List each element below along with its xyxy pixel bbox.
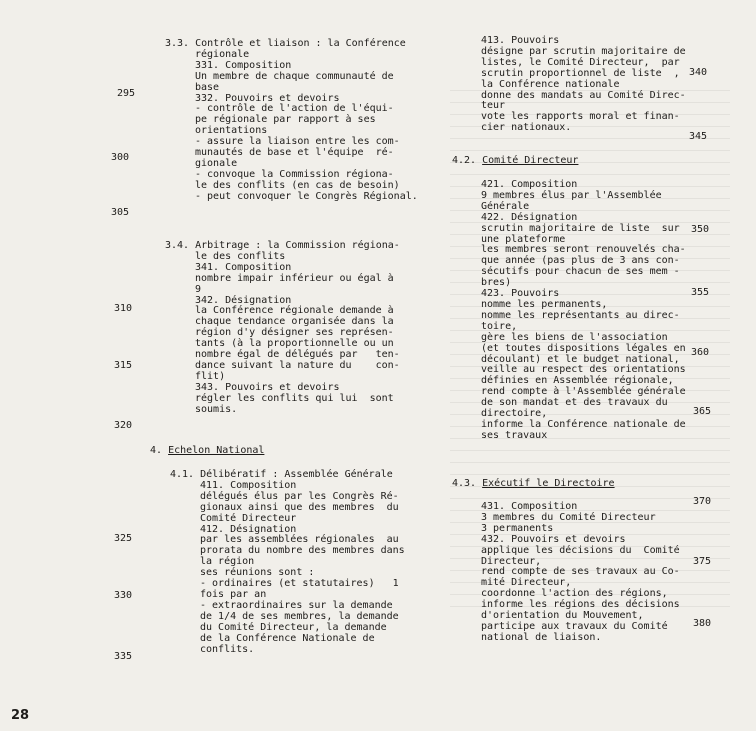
line-number: 310 xyxy=(114,303,133,314)
text-line: pe régionale par rapport à ses xyxy=(195,114,376,126)
text-line: Générale xyxy=(481,200,530,212)
text-line: 341. Composition xyxy=(195,261,292,273)
text-line: 3 permanents xyxy=(481,522,554,534)
text-line: Un membre de chaque communauté de xyxy=(195,70,394,82)
text-line: gionaux ainsi que des membres du xyxy=(200,501,399,513)
text-line: régler les conflits qui lui sont xyxy=(195,392,394,404)
section-title: Echelon National xyxy=(168,445,265,456)
text-line: 413. Pouvoirs xyxy=(481,35,560,46)
text-line: 411. Composition xyxy=(200,479,297,491)
text-line: rend compte à l'Assemblée générale xyxy=(481,386,686,398)
text-line: - assure la liaison entre les com- xyxy=(195,136,400,148)
section-heading: 3.3. Contrôle et liaison : la Conférence xyxy=(165,38,406,49)
text-line: de son mandat et des travaux du xyxy=(481,397,668,409)
line-number: 375 xyxy=(693,556,712,567)
text-line: Comité Directeur xyxy=(200,512,297,524)
text-line: 423. Pouvoirs xyxy=(481,288,560,300)
text-line: découlant) et le budget national, xyxy=(481,353,680,365)
text-line: 3 membres du Comité Directeur xyxy=(481,511,656,523)
text-line: 343. Pouvoirs et devoirs xyxy=(195,381,340,393)
section-3-4 xyxy=(165,241,400,416)
section-heading xyxy=(452,156,578,167)
text-line: informe les régions des décisions xyxy=(481,599,680,611)
line-number: 335 xyxy=(114,651,133,662)
section-heading: 4.1. Délibératif : Assemblée Générale xyxy=(170,469,393,480)
section-title: Comité Directeur xyxy=(482,155,579,166)
text-line: vote les rapports moral et finan- xyxy=(481,111,680,123)
section-heading xyxy=(452,479,615,490)
line-number: 350 xyxy=(691,224,710,235)
text-line: que année (pas plus de 3 ans con- xyxy=(481,255,680,267)
text-line: une plateforme xyxy=(481,233,566,245)
text-line: nombre égal de délégués par ten- xyxy=(195,349,400,361)
text-line: - extraordinaires sur la demande xyxy=(200,599,393,611)
text-line: 422. Désignation xyxy=(481,211,578,223)
section-number: 4.3. xyxy=(452,478,477,489)
text-line: régionale xyxy=(195,48,250,60)
text-line: 431. Composition xyxy=(481,501,578,512)
line-number: 325 xyxy=(114,533,133,544)
text-line: (et toutes dispositions légales en xyxy=(481,342,686,354)
text-line: 9 xyxy=(195,283,202,295)
text-line: base xyxy=(195,81,220,93)
text-line: 9 membres élus par l'Assemblée xyxy=(481,189,662,201)
text-line: coordonne l'action des régions, xyxy=(481,588,668,600)
text-line: soumis. xyxy=(195,403,238,415)
text-line: sécutifs pour chacun de ses mem - xyxy=(481,266,680,278)
text-line: donne des mandats au Comité Direc- xyxy=(481,89,686,101)
text-line: - contrôle de l'action de l'équi- xyxy=(195,103,394,115)
text-line: la Conférence régionale demande à xyxy=(195,305,394,317)
text-line: rend compte de ses travaux au Co- xyxy=(481,566,680,578)
text-line: fois par an xyxy=(200,588,267,600)
text-line: participe aux travaux du Comité xyxy=(481,620,668,632)
text-line: conflits. xyxy=(200,643,255,655)
text-line: 332. Pouvoirs et devoirs xyxy=(195,92,340,104)
text-line: orientations xyxy=(195,125,268,137)
text-line: munautés de base et l'équipe ré- xyxy=(195,147,394,159)
text-line: ses travaux xyxy=(481,429,548,441)
text-line: nombre impair inférieur ou égal à xyxy=(195,272,394,284)
section-4-2 xyxy=(481,180,686,442)
section-4-3-heading xyxy=(452,479,615,490)
text-line: veille au respect des orientations xyxy=(481,364,686,376)
line-number: 380 xyxy=(693,618,712,629)
text-line: mité Directeur, xyxy=(481,577,572,589)
text-line: listes, le Comité Directeur, par xyxy=(481,56,680,68)
line-number: 355 xyxy=(691,287,710,298)
section-4-heading xyxy=(150,446,264,457)
line-number: 360 xyxy=(691,347,710,358)
section-body xyxy=(170,481,405,656)
text-line: définies en Assemblée régionale, xyxy=(481,375,674,387)
text-line: 421. Composition xyxy=(481,179,578,190)
section-number: 4.2. xyxy=(452,155,477,166)
text-line: tants (à la proportionnelle ou un xyxy=(195,338,394,350)
text-line: le des conflits xyxy=(195,250,286,262)
text-line: par les assemblées régionales au xyxy=(200,534,399,546)
page-number: 28 xyxy=(11,708,30,723)
section-4-1-3 xyxy=(481,36,686,134)
section-4-1 xyxy=(170,470,405,655)
text-line: ses réunions sont : xyxy=(200,567,315,579)
text-line: 412. Désignation xyxy=(200,523,297,535)
text-line: 331. Composition xyxy=(195,59,292,71)
section-4-2-heading xyxy=(452,156,578,167)
text-line: cier nationaux. xyxy=(481,122,572,134)
text-line: dance suivant la nature du con- xyxy=(195,359,400,371)
text-line: du Comité Directeur, la demande xyxy=(200,621,387,633)
text-line: - convoque la Commission régiona- xyxy=(195,168,394,180)
line-number: 345 xyxy=(689,131,708,142)
text-line: la région xyxy=(200,556,255,568)
line-number: 320 xyxy=(114,420,133,431)
text-line: délégués élus par les Congrès Ré- xyxy=(200,490,399,502)
section-heading: 3.4. Arbitrage : la Commission régiona- xyxy=(165,240,400,251)
text-line: directoire, xyxy=(481,408,548,420)
text-line: - ordinaires (et statutaires) 1 xyxy=(200,578,399,590)
line-number: 370 xyxy=(693,496,712,507)
text-line: nomme les représentants au direc- xyxy=(481,309,680,321)
text-line: prorata du nombre des membres dans xyxy=(200,545,405,557)
text-line: national de liaison. xyxy=(481,631,602,643)
section-3-3 xyxy=(165,39,418,203)
text-line: de 1/4 de ses membres, la demande xyxy=(200,610,399,622)
text-line: - peut convoquer le Congrès Régional. xyxy=(195,190,418,202)
text-line: nomme les permanents, xyxy=(481,298,608,310)
section-4-3 xyxy=(481,502,680,644)
section-body xyxy=(165,252,400,416)
text-line: teur xyxy=(481,100,506,112)
line-number: 300 xyxy=(111,152,130,163)
text-line: 342. Désignation xyxy=(195,294,292,306)
line-number: 330 xyxy=(114,590,133,601)
section-heading xyxy=(150,446,264,457)
text-line: région d'y désigner ses représen- xyxy=(195,327,394,339)
text-line: gionale xyxy=(195,157,238,169)
text-line: applique les décisions du Comité xyxy=(481,544,680,556)
text-line: d'orientation du Mouvement, xyxy=(481,610,644,622)
text-line: 432. Pouvoirs et devoirs xyxy=(481,533,626,545)
line-number: 365 xyxy=(693,406,712,417)
text-line: scrutin majoritaire de liste sur xyxy=(481,222,680,234)
line-number: 315 xyxy=(114,360,133,371)
text-line: flit) xyxy=(195,370,226,382)
line-number: 340 xyxy=(689,67,708,78)
line-number: 295 xyxy=(117,88,136,99)
text-line: bres) xyxy=(481,277,512,289)
text-line: informe la Conférence nationale de xyxy=(481,418,686,430)
text-line: désigne par scrutin majoritaire de xyxy=(481,45,686,57)
text-line: de la Conférence Nationale de xyxy=(200,632,375,644)
section-title: Exécutif le Directoire xyxy=(482,478,615,489)
text-line: toire, xyxy=(481,320,518,332)
text-line: Directeur, xyxy=(481,555,542,567)
line-number: 305 xyxy=(111,207,130,218)
text-line: gère les biens de l'association xyxy=(481,331,668,343)
text-line: la Conférence nationale xyxy=(481,78,620,90)
text-line: les membres seront renouvelés cha- xyxy=(481,244,686,256)
text-line: scrutin proportionnel de liste , xyxy=(481,67,680,79)
text-line: le des conflits (en cas de besoin) xyxy=(195,179,400,191)
text-line: chaque tendance organisée dans la xyxy=(195,316,394,328)
section-number: 4. xyxy=(150,445,163,456)
section-body xyxy=(165,50,418,203)
